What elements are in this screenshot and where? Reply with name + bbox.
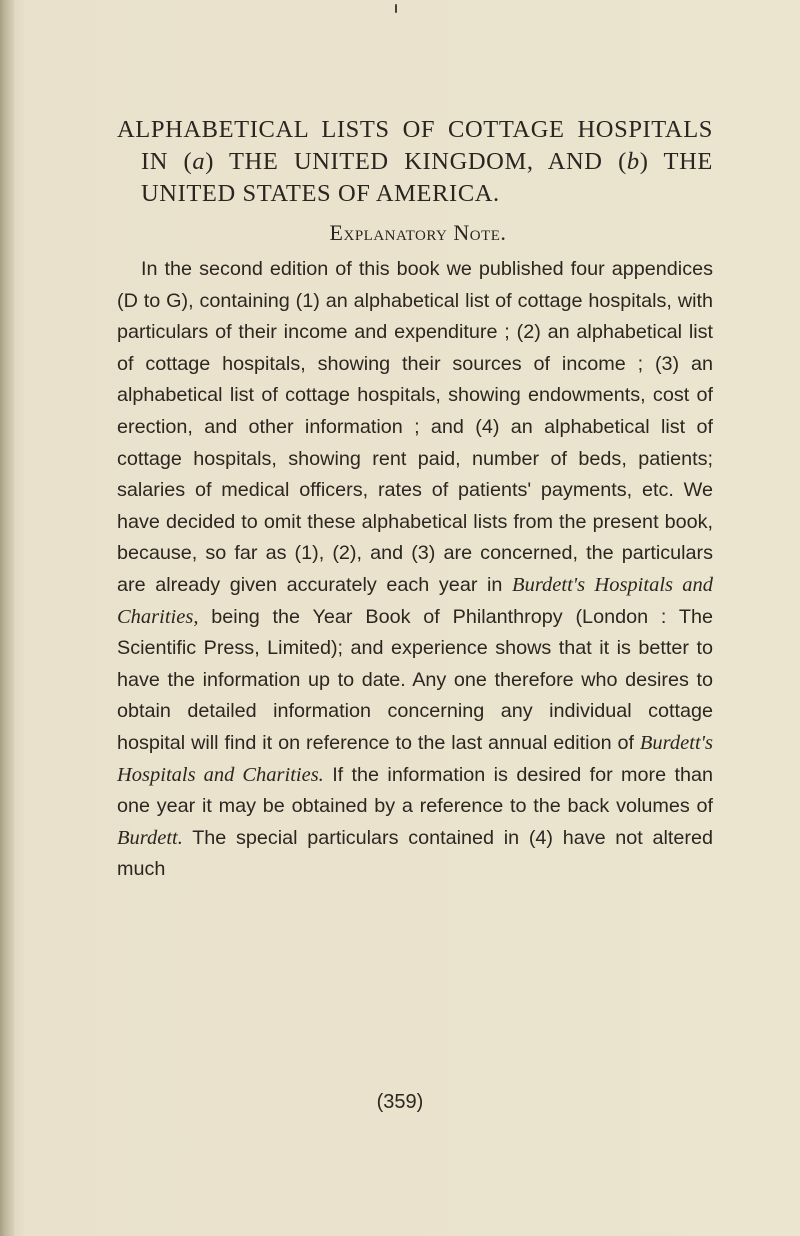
- page-number: [0, 1089, 800, 1115]
- body-text-1: In the second edition of this book we published four appendices (D to G), containing (1) an alphabetical list of cottage hospitals, with particulars of their income and expenditure ; (2) an alphabetical list of cottage hospitals, showing their sources of income ; (3) an alphabetical list of cottage hospitals, showing endowments, cost of erection, and other information ; and (4) an alphabetical list of cottage hospitals, showing rent paid, number of beds, patients; salaries of medical officers, rates of patients' payments, etc. We have decided to omit these alphabetical lists from the present book, because, so far as (1), (2), and (3) are concerned, the particulars are already given accurately each year in: [117, 258, 713, 596]
- binding-edge: [0, 0, 14, 1236]
- ink-speck: [395, 4, 397, 13]
- book-title-2: Burdett's Hospitals and Charities.: [117, 731, 713, 786]
- heading-text-1: ALPHABETICAL LISTS OF COTTAGE HOSPITALS IN (: [117, 116, 713, 175]
- heading-marker-a: a: [192, 148, 206, 175]
- section-subheading: Explanatory Note.: [329, 220, 507, 245]
- page-text: [117, 114, 713, 886]
- heading-text-2: ) THE UNITED KINGDOM, AND (: [205, 148, 627, 175]
- body-text-2: being the Year Book of Philanthropy (London : The Scientific Press, Limited); and experience shows that it is better to have the information up to date. Any one therefore who desires to obtain detailed information concerning any individual cottage hospital will find it on reference to the last annual edition of: [117, 605, 713, 754]
- body-paragraph: [117, 254, 713, 886]
- chapter-heading: [117, 114, 713, 210]
- body-text-3: If the information is desired for more than one year it may be obtained by a reference to the back volumes of: [117, 763, 713, 818]
- heading-text-3: ) THE UNITED STATES OF AMERICA.: [141, 148, 713, 207]
- page-number-text: (359): [376, 1091, 424, 1113]
- book-title-1: Burdett's Hospitals and Charities,: [117, 573, 713, 628]
- heading-marker-b: b: [626, 148, 640, 175]
- book-title-3: Burdett.: [117, 826, 183, 849]
- body-text-4: The special particulars contained in (4) have not altered much: [117, 826, 713, 881]
